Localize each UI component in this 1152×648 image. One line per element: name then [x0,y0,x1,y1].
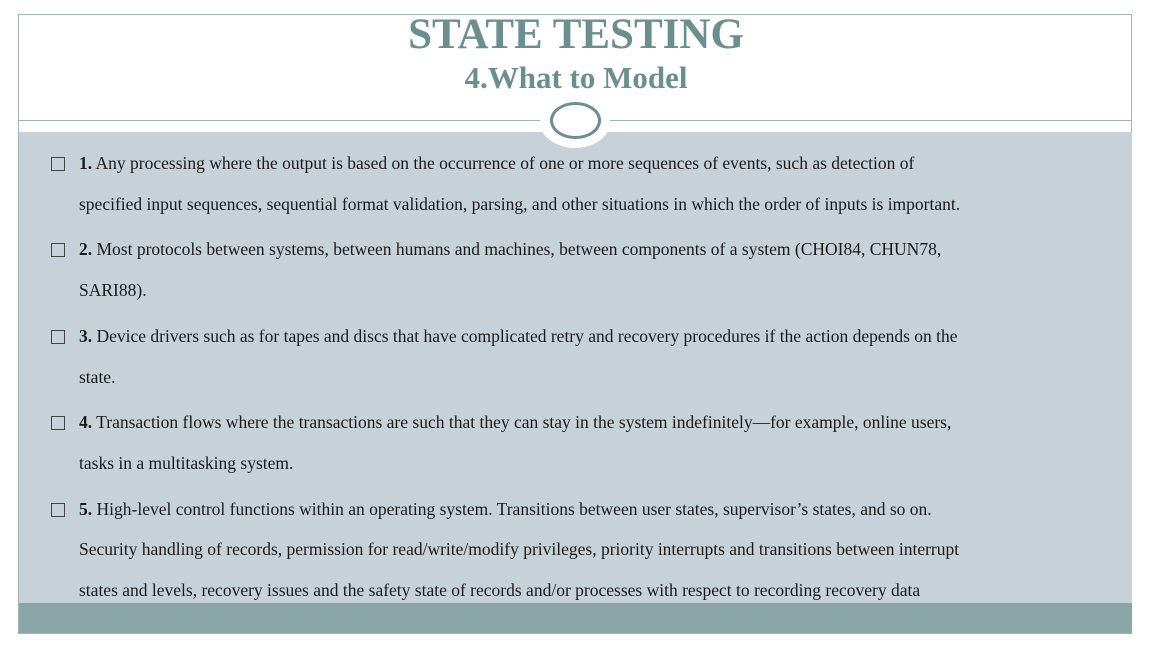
list-item-line [79,489,932,530]
square-bullet-icon [51,243,65,257]
list-item-line: Security handling of records, permission for read/write/modify privileges, priority interrupts and transitions between interrupt [79,539,960,559]
list-item-text: High-level control functions within an operating system. Transitions between user states, supervisor’s states, and so on. [92,499,932,519]
list-item-line [79,143,914,184]
square-bullet-icon [51,416,65,430]
square-bullet-icon [51,157,65,171]
slide-title: STATE TESTING [408,11,744,58]
list-item-number: 5. [79,499,93,519]
list-item-line [79,229,941,270]
ring-ornament-icon [550,102,601,139]
list-item-text: Most protocols between systems, between humans and machines, between components of a system (CHOI84, CHUN78, [92,239,942,259]
list-item-number: 3. [79,326,93,346]
list-item-line: states and levels, recovery issues and the safety state of records and/or processes with respect to recording recovery data [79,580,921,600]
list-item-text: Any processing where the output is based on the occurrence of one or more sequences of events, such as detection of [92,153,915,173]
square-bullet-icon [51,330,65,344]
square-bullet-icon [51,503,65,517]
list-item-line: tasks in a multitasking system. [79,453,294,473]
slide-subtitle: 4.What to Model [464,60,688,95]
list-item-line: specified input sequences, sequential format validation, parsing, and other situations in which the order of inputs is important. [79,194,961,214]
list-item-text: Transaction flows where the transactions are such that they can stay in the system indefinitely—for example, online users, [92,412,952,432]
list-item-line: state. [79,367,116,387]
list-item-line [79,316,958,357]
list-item-number: 1. [79,153,93,173]
list-item-line: SARI88). [79,280,147,300]
list-item-line [79,402,951,443]
list-item-number: 2. [79,239,93,259]
list-item-text: Device drivers such as for tapes and discs that have complicated retry and recovery procedures if the action depends on the [92,326,958,346]
list-item-number: 4. [79,412,93,432]
